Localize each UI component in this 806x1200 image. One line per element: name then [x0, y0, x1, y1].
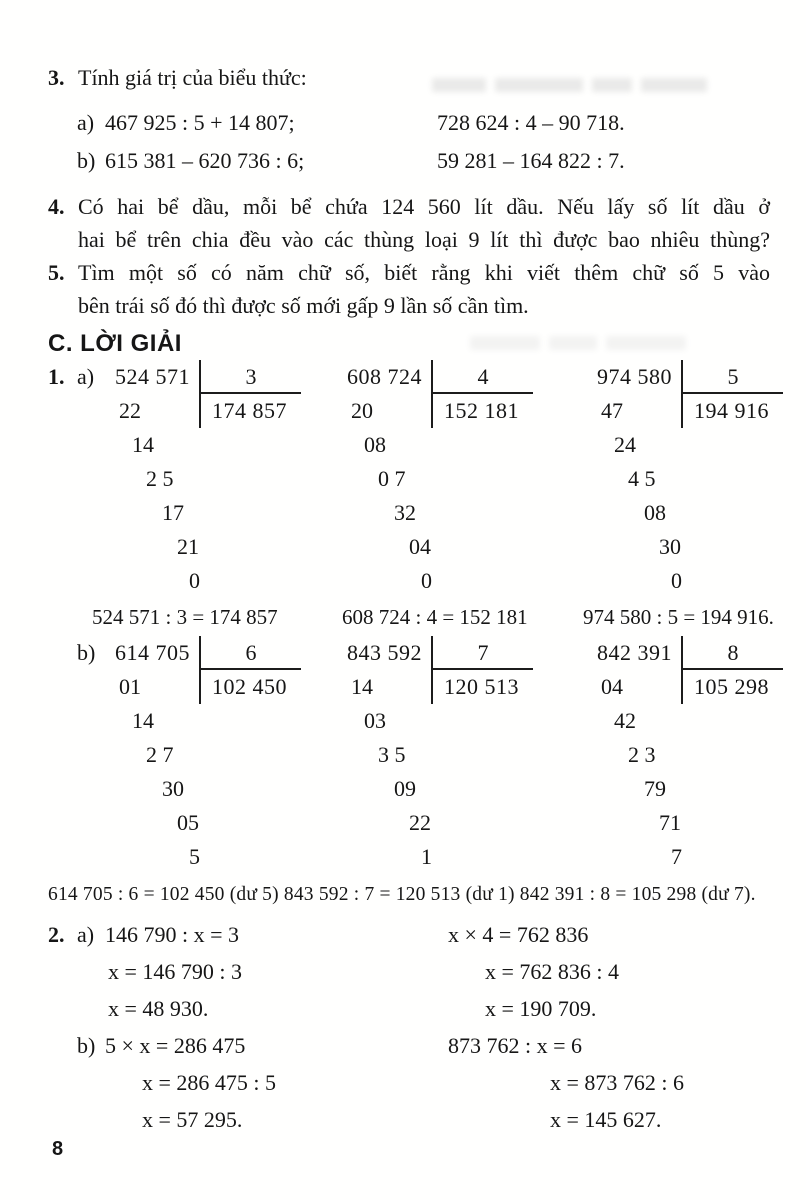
exercise-2-row [0, 992, 806, 1029]
exercise-2-row [0, 1029, 806, 1066]
solution-section-heading: C. LỜI GIẢI [48, 330, 182, 357]
problem-3b-left-expression: 615 381 – 620 736 : 6; [105, 148, 305, 173]
problem-4-line-1: Có hai bể dầu, mỗi bể chứa 124 560 lít dầu. Nếu lấy số lít dầu ở [78, 194, 770, 219]
exercise-1b-results: 614 705 : 6 = 102 450 (dư 5) 843 592 : 7 = 120 513 (dư 1) 842 391 : 8 = 105 298 (dư 7). [48, 884, 756, 905]
division-step: 04 [409, 534, 431, 559]
division-step: 0 [189, 568, 200, 593]
division-step: 5 [189, 844, 200, 869]
division-step: 0 [421, 568, 432, 593]
result-equation: 974 580 : 5 = 194 916. [583, 605, 774, 629]
problem-5-line-2: bên trái số đó thì được số mới gấp 9 lần số cần tìm. [78, 293, 529, 318]
division-step: 30 [659, 534, 681, 559]
equation: x = 286 475 : 5 [142, 1070, 277, 1095]
division-step: 2 3 [628, 742, 656, 767]
equation: 146 790 : x = 3 [105, 922, 240, 947]
divisor: 5 [681, 360, 783, 394]
quotient: 120 513 [431, 670, 533, 704]
division-step: 32 [394, 500, 416, 525]
problem-4-line-2: hai bể trên chia đều vào các thùng loại 9 lít thì được bao nhiêu thùng? [78, 227, 770, 252]
division-step: 0 [671, 568, 682, 593]
exercise-1-part-a-divisions [0, 360, 806, 598]
division-step: 21 [177, 534, 199, 559]
equation: x = 762 836 : 4 [485, 959, 620, 984]
dividend: 843 592 [347, 640, 422, 665]
division-step: 79 [644, 776, 666, 801]
result-equation: 608 724 : 4 = 152 181 [342, 605, 528, 629]
dividend: 608 724 [347, 364, 422, 389]
result-equation: 524 571 : 3 = 174 857 [92, 605, 278, 629]
division-step: 2 5 [146, 466, 174, 491]
quotient: 174 857 [199, 394, 301, 428]
problem-3a-right-expression: 728 624 : 4 – 90 718. [437, 110, 625, 135]
exercise-1a-label: a) [77, 364, 95, 389]
division-step: 17 [162, 500, 184, 525]
equation: x × 4 = 762 836 [448, 922, 589, 947]
division-step: 71 [659, 810, 681, 835]
problem-3-number: 3. [48, 65, 65, 90]
division-step: 08 [364, 432, 386, 457]
exercise-1b-label: b) [77, 640, 96, 665]
division-step: 08 [644, 500, 666, 525]
long-division-843592-by-7 [347, 636, 533, 874]
equation: x = 873 762 : 6 [550, 1070, 685, 1095]
long-division-974580-by-5 [597, 360, 783, 598]
division-step: 22 [409, 810, 431, 835]
divisor: 3 [199, 360, 301, 394]
problem-4-number: 4. [48, 194, 65, 219]
exercise-2a-label: a) [77, 922, 95, 947]
divisor: 4 [431, 360, 533, 394]
division-step: 04 [601, 674, 623, 699]
problem-4 [0, 190, 806, 256]
dividend: 524 571 [115, 364, 190, 389]
division-step: 30 [162, 776, 184, 801]
divisor: 6 [199, 636, 301, 670]
equation: x = 145 627. [550, 1107, 662, 1132]
bleed-through-smudge [432, 78, 707, 92]
problem-5 [0, 256, 806, 322]
division-step: 14 [132, 432, 154, 457]
exercise-2-row [0, 955, 806, 992]
division-step: 2 7 [146, 742, 174, 767]
division-step: 05 [177, 810, 199, 835]
problem-3a-label: a) [77, 110, 95, 135]
division-step: 0 7 [378, 466, 406, 491]
equation: x = 190 709. [485, 996, 597, 1021]
exercise-1a-results [0, 600, 806, 636]
quotient: 102 450 [199, 670, 301, 704]
problem-4-text [78, 190, 770, 256]
division-step: 14 [351, 674, 373, 699]
quotient: 105 298 [681, 670, 783, 704]
exercise-2-row [0, 1066, 806, 1103]
long-division-608724-by-4 [347, 360, 533, 598]
division-step: 03 [364, 708, 386, 733]
page-number: 8 [52, 1138, 64, 1160]
problem-3a-left-expression: 467 925 : 5 + 14 807; [105, 110, 295, 135]
equation: 873 762 : x = 6 [448, 1033, 583, 1058]
problem-3-row-b [0, 146, 806, 184]
division-step: 24 [614, 432, 636, 457]
bleed-through-smudge [470, 336, 686, 350]
division-step: 09 [394, 776, 416, 801]
division-step: 1 [421, 844, 432, 869]
dividend: 614 705 [115, 640, 190, 665]
dividend: 842 391 [597, 640, 672, 665]
equation: x = 146 790 : 3 [108, 959, 243, 984]
dividend: 974 580 [597, 364, 672, 389]
division-step: 47 [601, 398, 623, 423]
exercise-2-number: 2. [48, 922, 65, 947]
problem-5-text [78, 256, 770, 322]
equation: x = 48 930. [108, 996, 209, 1021]
spacer [48, 636, 77, 874]
exercise-2 [0, 918, 806, 1140]
problem-3-row-a [0, 108, 806, 146]
problem-3b-right-expression: 59 281 – 164 822 : 7. [437, 148, 625, 173]
division-step: 14 [132, 708, 154, 733]
problem-5-line-1: Tìm một số có năm chữ số, biết rằng khi viết thêm chữ số 5 vào [78, 260, 770, 285]
exercise-2-row [0, 1103, 806, 1140]
quotient: 194 916 [681, 394, 783, 428]
division-step: 22 [119, 398, 141, 423]
division-step: 01 [119, 674, 141, 699]
exercise-2-row [0, 918, 806, 955]
long-division-842391-by-8 [597, 636, 783, 874]
equation: x = 57 295. [142, 1107, 243, 1132]
division-step: 3 5 [378, 742, 406, 767]
problem-3-intro: Tính giá trị của biểu thức: [78, 65, 307, 90]
exercise-2b-label: b) [77, 1033, 96, 1058]
long-division-614705-by-6 [115, 636, 301, 874]
division-step: 7 [671, 844, 682, 869]
division-step: 20 [351, 398, 373, 423]
problem-3b-label: b) [77, 148, 96, 173]
division-step: 4 5 [628, 466, 656, 491]
problem-5-number: 5. [48, 260, 65, 285]
divisor: 8 [681, 636, 783, 670]
quotient: 152 181 [431, 394, 533, 428]
long-division-524571-by-3 [115, 360, 301, 598]
divisor: 7 [431, 636, 533, 670]
exercise-1-part-b-divisions [0, 636, 806, 874]
equation: 5 × x = 286 475 [105, 1033, 246, 1058]
exercise-1-number: 1. [48, 364, 65, 389]
division-step: 42 [614, 708, 636, 733]
